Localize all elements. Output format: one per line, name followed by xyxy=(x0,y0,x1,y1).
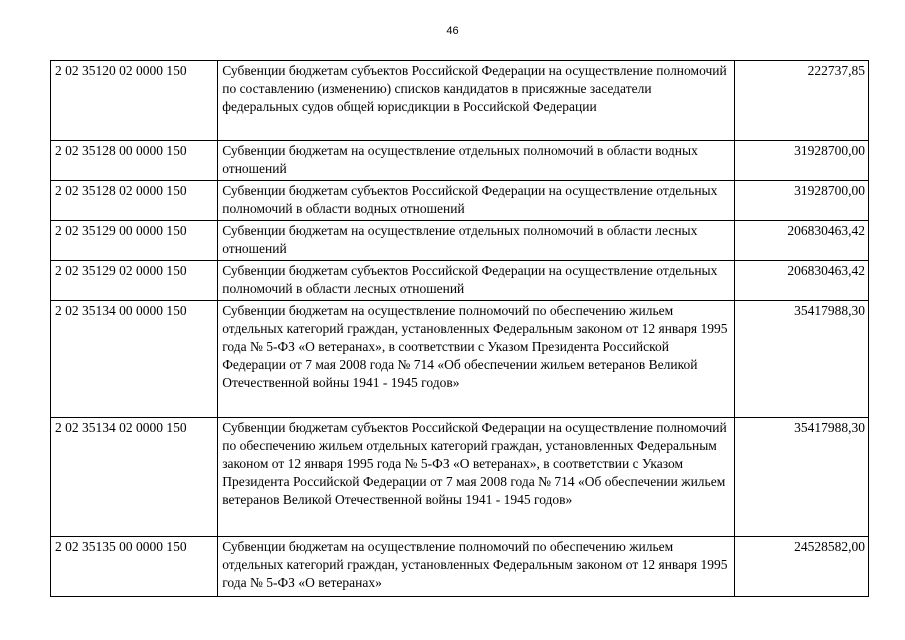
budget-name-cell: Субвенции бюджетам на осуществление полномочий по обеспечению жильем отдельных категорий граждан, установленных Федеральным законом от 12 января 1995 года № 5-ФЗ «О ветеранах», в соответствии с Указом Президента Российской Федерации от 7 мая 2008 года № 714 «Об обеспечении жильем ветеранов Великой Отечественной войны 1941 - 1945 годов» xyxy=(218,301,735,418)
budget-code-cell: 2 02 35128 02 0000 150 xyxy=(51,181,218,221)
budget-amount-cell: 31928700,00 xyxy=(735,181,869,221)
budget-code-cell: 2 02 35135 00 0000 150 xyxy=(51,537,218,597)
budget-amount-cell: 206830463,42 xyxy=(735,261,869,301)
budget-code-cell: 2 02 35134 02 0000 150 xyxy=(51,418,218,537)
table-row xyxy=(51,418,869,537)
budget-amount-cell: 31928700,00 xyxy=(735,141,869,181)
page-number: 46 xyxy=(446,25,459,37)
budget-code-cell: 2 02 35120 02 0000 150 xyxy=(51,61,218,141)
budget-amount-cell: 206830463,42 xyxy=(735,221,869,261)
table-row xyxy=(51,261,869,301)
table-row xyxy=(51,301,869,418)
table-row xyxy=(51,181,869,221)
budget-amount-cell: 222737,85 xyxy=(735,61,869,141)
budget-name-cell: Субвенции бюджетам на осуществление отдельных полномочий в области водных отношений xyxy=(218,141,735,181)
budget-amount-cell: 35417988,30 xyxy=(735,418,869,537)
budget-code-cell: 2 02 35129 00 0000 150 xyxy=(51,221,218,261)
table-row xyxy=(51,537,869,597)
budget-name-cell: Субвенции бюджетам субъектов Российской Федерации на осуществление отдельных полномочий в области водных отношений xyxy=(218,181,735,221)
table-row xyxy=(51,61,869,141)
table-row xyxy=(51,141,869,181)
budget-name-cell: Субвенции бюджетам на осуществление полномочий по обеспечению жильем отдельных категорий граждан, установленных Федеральным законом от 12 января 1995 года № 5-ФЗ «О ветеранах» xyxy=(218,537,735,597)
budget-code-cell: 2 02 35134 00 0000 150 xyxy=(51,301,218,418)
budget-name-cell: Субвенции бюджетам субъектов Российской Федерации на осуществление полномочий по обеспечению жильем отдельных категорий граждан, установленных Федеральным законом от 12 января 1995 года № 5-ФЗ «О ветеранах», в соответствии с Указом Президента Российской Федерации от 7 мая 2008 года № 714 «Об обеспечении жильем ветеранов Великой Отечественной войны 1941 - 1945 годов» xyxy=(218,418,735,537)
budget-code-cell: 2 02 35128 00 0000 150 xyxy=(51,141,218,181)
table-row xyxy=(51,221,869,261)
budget-amount-cell: 24528582,00 xyxy=(735,537,869,597)
budget-table xyxy=(50,60,869,597)
budget-name-cell: Субвенции бюджетам субъектов Российской Федерации на осуществление полномочий по составлению (изменению) списков кандидатов в присяжные заседатели федеральных судов общей юрисдикции в Российской Федерации xyxy=(218,61,735,141)
budget-name-cell: Субвенции бюджетам на осуществление отдельных полномочий в области лесных отношений xyxy=(218,221,735,261)
budget-name-cell: Субвенции бюджетам субъектов Российской Федерации на осуществление отдельных полномочий в области лесных отношений xyxy=(218,261,735,301)
budget-code-cell: 2 02 35129 02 0000 150 xyxy=(51,261,218,301)
budget-amount-cell: 35417988,30 xyxy=(735,301,869,418)
